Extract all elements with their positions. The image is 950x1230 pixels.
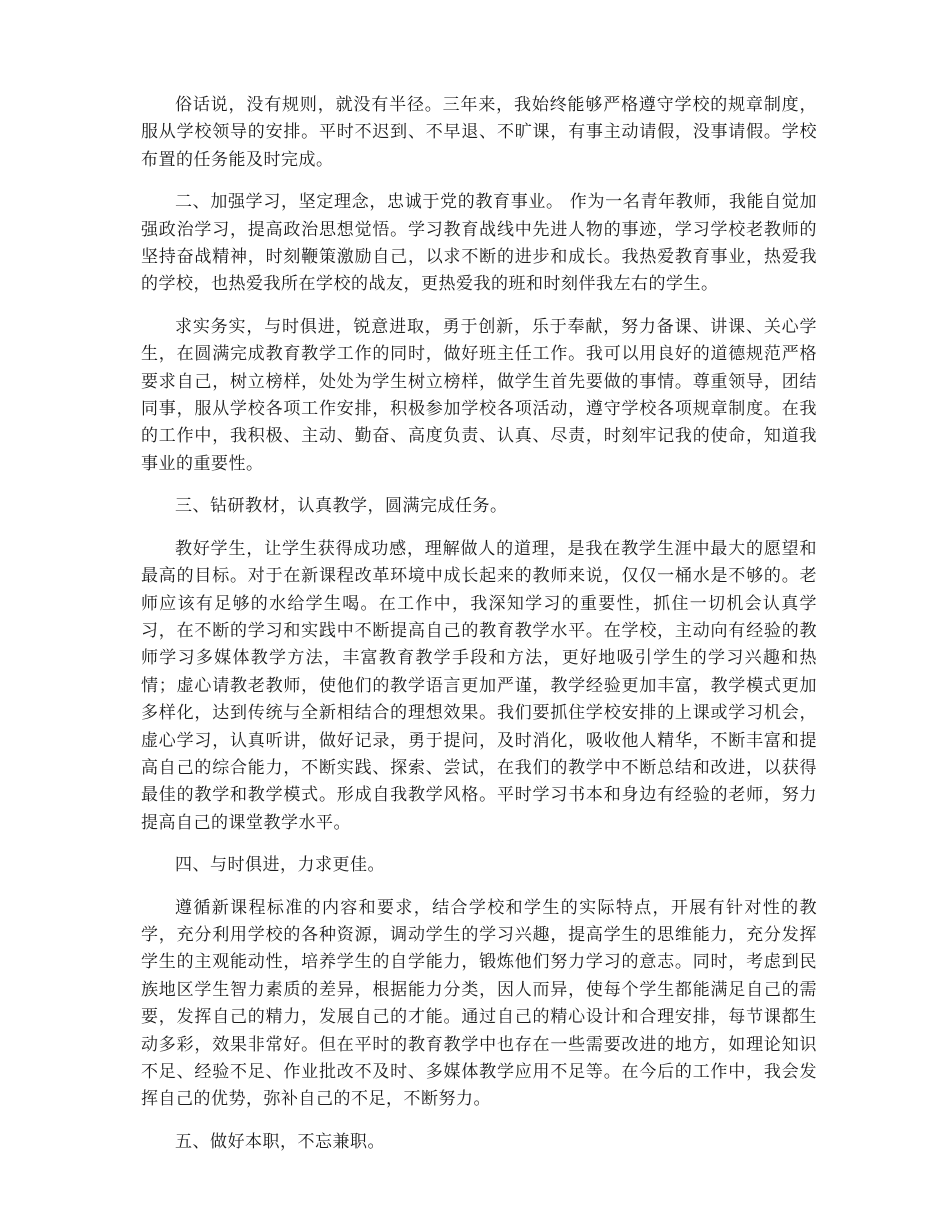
section-heading-four: 四、与时俱进，力求更佳。 xyxy=(175,855,385,876)
paragraph-teaching: 教好学生，让学生获得成功感，理解做人的道理，是我在教学生涯中最大的愿望和最高的目标。对于在新课程改革环境中成长起来的教师来说，仅仅一桶水是不够的。老师应该有足够的水给学生喝。在工作中，我深知学习的重要性，抓住一切机会认真学习，在不断的学习和实践中不断提高自己的教育教学水平。在学校，主动向有经验的教师学习多媒体教学方法，丰富教育教学手段和方法，更好地吸引学生的学习兴趣和热情；虚心请教老教师，使他们的教学语言更加严谨，教学经验更加丰富，教学模式更加多样化，达到传统与全新相结合的理想效果。我们要抓住学校安排的上课或学习机会，虚心学习，认真听讲，做好记录，勇于提问，及时消化，吸收他人精华，不断丰富和提高自己的综合能力，不断实践、探索、尝试，在我们的教学中不断总结和改进，以获得最佳的教学和教学模式。形成自我教学风格。平时学习书本和身边有经验的老师，努力提高自己的课堂教学水平。 xyxy=(141,538,817,833)
paragraph-section-two: 二、加强学习，坚定理念，忠诚于党的教育事业。 作为一名青年教师，我能自觉加强政治学习，提高政治思想觉悟。学习教育战线中先进人物的事迹，学习学校老教师的坚持奋战精神，时刻鞭策激励自己，以求不断的进步和成长。我热爱教育事业，热爱我的学校，也热爱我所在学校的战友，更热爱我的班和时刻伴我左右的学生。 xyxy=(141,192,817,295)
section-heading-three: 三、钻研教材，认真教学，圆满完成任务。 xyxy=(175,496,508,517)
paragraph-rules: 俗话说，没有规则，就没有半径。三年来，我始终能够严格遵守学校的规章制度，服从学校领导的安排。平时不迟到、不早退、不旷课，有事主动请假，没事请假。学校布置的任务能及时完成。 xyxy=(141,95,817,170)
document-page xyxy=(141,92,817,1171)
paragraph-curriculum: 遵循新课程标准的内容和要求，结合学校和学生的实际特点，开展有针对性的教学，充分利用学校的各种资源，调动学生的学习兴趣，提高学生的思维能力，充分发挥学生的主观能动性，培养学生的自学能力，锻炼他们努力学习的意志。同时，考虑到民族地区学生智力素质的差异，根据能力分类，因人而异，使每个学生都能满足自己的需要，发挥自己的精力，发展自己的才能。通过自己的精心设计和合理安排，每节课都生动多彩，效果非常好。但在平时的教育教学中也存在一些需要改进的地方，如理论知识不足、经验不足、作业批改不及时、多媒体教学应用不足等。在今后的工作中，我会发挥自己的优势，弥补自己的不足，不断努力。 xyxy=(141,897,817,1110)
section-heading-five: 五、做好本职，不忘兼职。 xyxy=(175,1131,385,1152)
paragraph-practical-work: 求实务实，与时俱进，锐意进取，勇于创新，乐于奉献，努力备课、讲课、关心学生，在圆满完成教育教学工作的同时，做好班主任工作。我可以用良好的道德规范严格要求自己，树立榜样，处处为学生树立榜样，做学生首先要做的事情。尊重领导，团结同事，服从学校各项工作安排，积极参加学校各项活动，遵守学校各项规章制度。在我的工作中，我积极、主动、勤奋、高度负责、认真、尽责，时刻牢记我的使命，知道我事业的重要性。 xyxy=(141,316,817,474)
